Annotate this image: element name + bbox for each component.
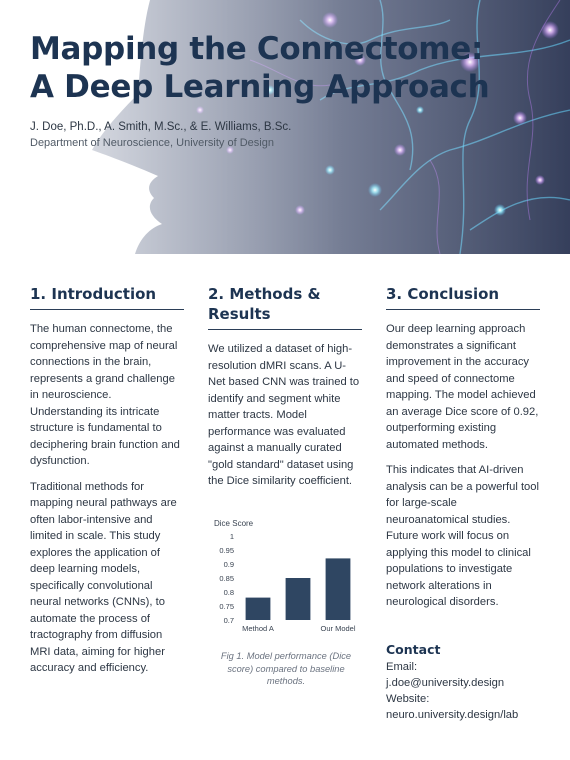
introduction-paragraph-1: The human connectome, the comprehensive map of neural connections in the brain, represents a grand challenge in neuroscience. Understanding its intricate structure is fundamental to deciphering brain function and dysfunction.	[30, 323, 180, 467]
conclusion-paragraph-2: This indicates that AI-driven analysis can be a powerful tool for large-scale neuroanatomical studies. Future work will focus on applying this model to clinical populations to investigate network alterations in neurological disorders.	[386, 464, 539, 608]
title-line-1: Mapping the Connectome:	[30, 31, 484, 67]
conclusion-paragraph-1: Our deep learning approach demonstrates a significant improvement in the accuracy and speed of connectome mapping. The model achieved an average Dice score of 0.92, outperforming existing automated methods.	[386, 323, 539, 451]
y-tick-label: 0.8	[223, 588, 234, 597]
y-tick-label: 0.9	[223, 560, 234, 569]
methods-section	[208, 284, 362, 490]
website-label: Website:	[386, 693, 430, 705]
poster-title	[30, 30, 550, 106]
figure-caption: Fig 1. Model performance (Dice score) compared to baseline methods.	[220, 651, 352, 686]
bar	[326, 558, 351, 620]
contact-heading: Contact	[386, 642, 441, 657]
x-tick-label: Method A	[242, 624, 274, 633]
y-tick-label: 0.75	[219, 602, 234, 611]
methods-heading: 2. Methods & Results	[208, 284, 362, 330]
y-tick-label: 0.85	[219, 574, 234, 583]
y-tick-label: 0.7	[223, 616, 234, 625]
x-tick-label: Our Model	[320, 624, 356, 633]
methods-paragraph-1: We utilized a dataset of high-resolution dMRI scans. A U-Net based CNN was trained to identify and segment white matter tracts. Model performance was evaluated against a manually curated "gold standard" dataset using the Dice similarity coefficient.	[208, 343, 360, 487]
hero-banner	[0, 0, 570, 254]
bar	[246, 598, 271, 620]
website-link[interactable]: neuro.university.design/lab	[386, 709, 519, 721]
y-tick-label: 0.95	[219, 546, 234, 555]
email-label: Email:	[386, 661, 418, 673]
title-line-2: A Deep Learning Approach	[30, 69, 490, 105]
dice-score-chart	[208, 516, 362, 642]
y-tick-label: 1	[229, 532, 234, 541]
authors: J. Doe, Ph.D., A. Smith, M.Sc., & E. Williams, B.Sc.	[30, 121, 292, 133]
conclusion-heading: 3. Conclusion	[386, 284, 540, 310]
email-link[interactable]: j.doe@university.design	[386, 677, 505, 689]
introduction-paragraph-2: Traditional methods for mapping neural pathways are often labor-intensive and limited in scale. This study explores the application of deep learning models, specifically convolutional neural networks (CNNs), to automate the process of tractography from diffusion MRI data, aiming for higher accuracy and efficiency.	[30, 480, 177, 674]
department: Department of Neuroscience, University of Design	[30, 137, 274, 149]
bar	[286, 578, 311, 620]
introduction-heading: 1. Introduction	[30, 284, 184, 310]
chart-title: Dice Score	[214, 519, 254, 528]
conclusion-section	[386, 284, 540, 611]
contact-section	[386, 642, 556, 723]
introduction-section	[30, 284, 184, 677]
